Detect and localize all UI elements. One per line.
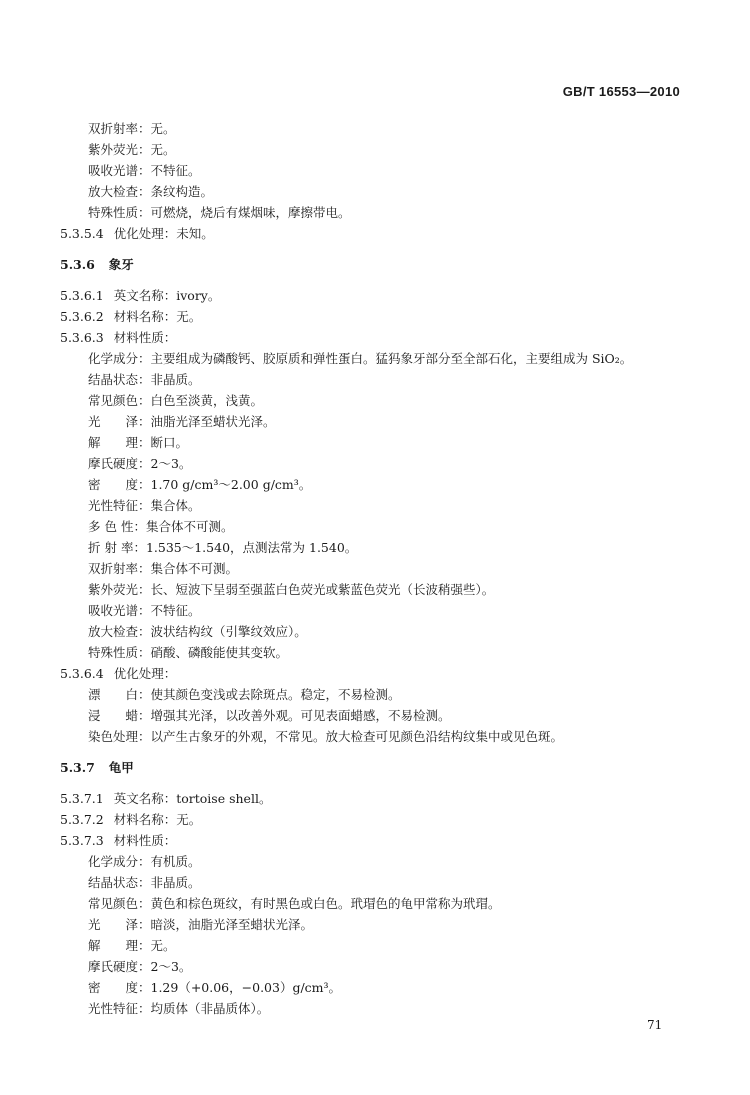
body-line: 吸收光谱：不特征。: [88, 603, 201, 618]
body-line: 漂 白：使其颜色变浅或去除斑点。稳定，不易检测。: [88, 687, 401, 702]
body-line: 放大检查：条纹构造。: [88, 184, 214, 199]
clause-text: 材料名称：无。: [113, 812, 202, 827]
clause-number: 5.3.7.1: [60, 791, 104, 806]
clause-number: 5.3.6.2: [60, 309, 104, 324]
body-line: 双折射率：无。: [88, 121, 176, 136]
clause: [60, 329, 176, 347]
page-number: 71: [647, 1018, 663, 1032]
body-line: 常见颜色：白色至淡黄，浅黄。: [88, 393, 264, 408]
body-line: 解 理：无。: [88, 938, 176, 953]
clause: [60, 790, 271, 808]
standard-number-header: GB/T 16553—2010: [562, 84, 680, 99]
clause-text: 材料性质：: [113, 833, 177, 848]
section-heading: [60, 759, 134, 777]
section-heading: [60, 256, 134, 274]
body-line: 常见颜色：黄色和棕色斑纹，有时黑色或白色。玳瑁色的龟甲常称为玳瑁。: [88, 896, 501, 911]
clause-text: 优化处理：未知。: [113, 226, 214, 241]
body-line: 摩氏硬度：2～3。: [88, 456, 192, 471]
body-line: 折 射 率：1.535～1.540，点测法常为 1.540。: [88, 540, 358, 555]
body-line: 吸收光谱：不特征。: [88, 163, 201, 178]
body-line: 摩氏硬度：2～3。: [88, 959, 192, 974]
body-line: 浸 蜡：增强其光泽，以改善外观。可见表面蜡感，不易检测。: [88, 708, 451, 723]
clause-number: 5.3.7.2: [60, 812, 104, 827]
body-line: 解 理：断口。: [88, 435, 189, 450]
section-number: 5.3.6: [60, 257, 95, 272]
body-line: 紫外荧光：长、短波下呈弱至强蓝白色荧光或紫蓝色荧光（长波稍强些）。: [88, 582, 495, 597]
body-line: 光性特征：均质体（非晶质体）。: [88, 1001, 270, 1016]
clause: [60, 287, 220, 305]
body-line: 放大检查：波状结构纹（引擎纹效应）。: [88, 624, 307, 639]
clause-number: 5.3.6.1: [60, 288, 104, 303]
body-line: 特殊性质：硝酸、磷酸能使其变软。: [88, 645, 289, 660]
body-line: 结晶状态：非晶质。: [88, 875, 201, 890]
section-title: 象牙: [108, 257, 134, 272]
clause-text: 英文名称：tortoise shell。: [113, 791, 272, 806]
body-line: 染色处理：以产生古象牙的外观，不常见。放大检查可见颜色沿结构纹集中或见色斑。: [88, 729, 564, 744]
body-line: 结晶状态：非晶质。: [88, 372, 201, 387]
body-line: 双折射率：集合体不可测。: [88, 561, 239, 576]
clause-text: 优化处理：: [113, 666, 177, 681]
clause: [60, 811, 201, 829]
clause: [60, 308, 201, 326]
body-line: 多 色 性：集合体不可测。: [88, 519, 234, 534]
clause: [60, 665, 176, 683]
body-line: 密 度：1.70 g/cm³～2.00 g/cm³。: [88, 477, 312, 492]
section-title: 龟甲: [108, 760, 134, 775]
body-line: 化学成分：有机质。: [88, 854, 201, 869]
clause: [60, 832, 176, 850]
clause-number: 5.3.7.3: [60, 833, 104, 848]
section-number: 5.3.7: [60, 760, 95, 775]
body-line: 光 泽：油脂光泽至蜡状光泽。: [88, 414, 276, 429]
clause-number: 5.3.6.3: [60, 330, 104, 345]
body-line: 密 度：1.29（+0.06，−0.03）g/cm³。: [88, 980, 342, 995]
clause-text: 英文名称：ivory。: [113, 288, 221, 303]
clause-text: 材料性质：: [113, 330, 177, 345]
clause: [60, 225, 214, 243]
clause-number: 5.3.5.4: [60, 226, 104, 241]
body-line: 化学成分：主要组成为磷酸钙、胶原质和弹性蛋白。猛犸象牙部分至全部石化，主要组成为 SiO₂。: [88, 351, 633, 366]
clause-text: 材料名称：无。: [113, 309, 202, 324]
body-line: 紫外荧光：无。: [88, 142, 176, 157]
clause-number: 5.3.6.4: [60, 666, 104, 681]
body-line: 光 泽：暗淡，油脂光泽至蜡状光泽。: [88, 917, 314, 932]
body-line: 特殊性质：可燃烧，烧后有煤烟味，摩擦带电。: [88, 205, 351, 220]
body-line: 光性特征：集合体。: [88, 498, 201, 513]
